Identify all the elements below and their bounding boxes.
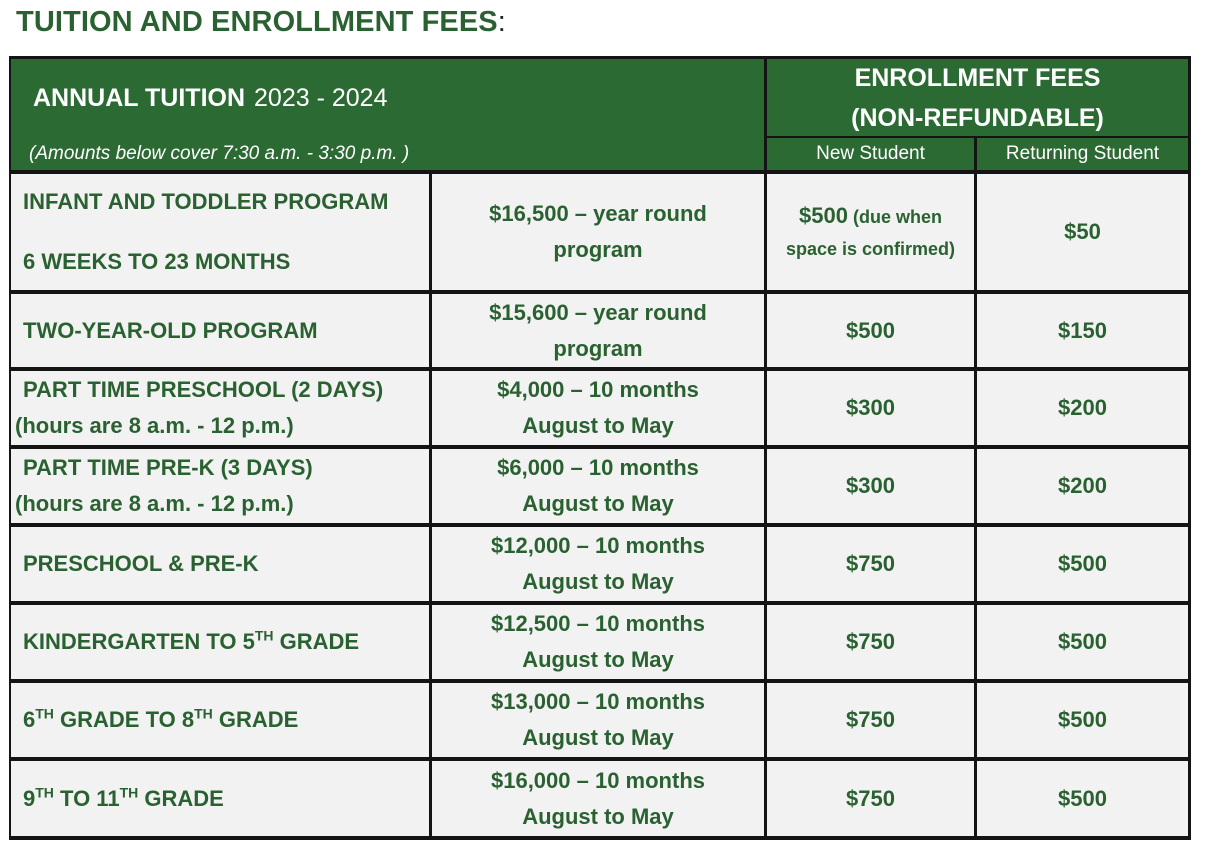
program-name: TWO-YEAR-OLD PROGRAM	[23, 317, 318, 343]
program-age-range: 6 WEEKS TO 23 MONTHS	[23, 249, 291, 274]
returning-student-fee-cell	[977, 174, 1188, 290]
returning-student-fee-cell	[977, 371, 1188, 445]
new-student-fee-cell	[767, 294, 974, 367]
program-cell	[11, 605, 429, 679]
annual-tuition-label: ANNUAL TUITION	[33, 84, 246, 112]
tuition-amount: $6,000 – 10 months	[497, 455, 699, 480]
tuition-cell	[432, 449, 764, 523]
returning-student-fee: $500	[1058, 551, 1107, 576]
new-student-fee-cell	[767, 527, 974, 601]
program-name-part: GRADE	[212, 707, 299, 732]
returning-student-fee-cell	[977, 527, 1188, 601]
program-name-part: TO 11	[53, 785, 120, 811]
ordinal-suffix: TH	[35, 784, 54, 801]
tuition-amount: $12,000 – 10 months	[490, 533, 705, 558]
program-name-part: 9	[23, 785, 36, 811]
ordinal-suffix: TH	[194, 705, 213, 722]
program-name-part: GRADE	[273, 629, 360, 654]
tuition-term: August to May	[522, 413, 674, 438]
returning-student-fee: $50	[1064, 219, 1101, 244]
program-name	[23, 702, 429, 738]
tuition-amount: $15,600 – year round	[489, 299, 707, 325]
returning-student-fee: $200	[1058, 395, 1107, 420]
program-cell	[11, 527, 429, 601]
new-student-fee: $750	[846, 629, 895, 654]
new-student-fee: $500	[846, 317, 895, 343]
new-student-fee: $300	[846, 473, 895, 498]
returning-student-fee: $200	[1058, 473, 1107, 498]
new-student-fee-line	[799, 200, 942, 233]
tuition-amount: $16,500 – year round	[489, 201, 707, 226]
new-student-fee: $750	[846, 551, 895, 576]
returning-student-fee-cell	[977, 761, 1188, 836]
new-student-fee: $750	[846, 785, 895, 811]
enrollment-fees-header	[767, 59, 1188, 136]
program-cell	[11, 683, 429, 757]
returning-student-fee-cell	[977, 683, 1188, 757]
tuition-term: August to May	[522, 647, 674, 672]
returning-student-fee-cell	[977, 449, 1188, 523]
tuition-amount: $13,000 – 10 months	[490, 689, 705, 714]
program-name	[23, 781, 429, 817]
ordinal-suffix: TH	[254, 627, 274, 644]
returning-student-fee-cell	[977, 605, 1188, 679]
ordinal-suffix: TH	[35, 705, 54, 722]
new-student-fee-cell	[767, 605, 974, 679]
tuition-cell	[432, 683, 764, 757]
program-cell	[11, 174, 429, 290]
tuition-term: August to May	[522, 569, 674, 594]
new-student-fee-cell	[767, 761, 974, 836]
program-cell	[11, 371, 429, 445]
new-student-fee-cell	[767, 174, 974, 290]
program-name-part: GRADE TO 8	[53, 707, 195, 732]
program-name-part: GRADE	[138, 785, 224, 811]
fee-note-line2: space is confirmed)	[785, 238, 956, 259]
new-student-fee-cell	[767, 683, 974, 757]
page-title-colon: :	[497, 6, 506, 38]
tuition-term: August to May	[522, 725, 674, 750]
tuition-cell	[432, 371, 764, 445]
tuition-cell	[432, 294, 764, 367]
fee-note: (due when	[852, 206, 942, 227]
returning-student-fee: $500	[1058, 785, 1107, 811]
tuition-amount: $12,500 – 10 months	[490, 611, 705, 636]
program-name: PART TIME PRE-K (3 DAYS)	[23, 455, 313, 480]
new-student-fee: $750	[846, 707, 895, 732]
new-student-fee-cell	[767, 371, 974, 445]
program-cell	[11, 294, 429, 367]
tuition-cell	[432, 761, 764, 836]
program-hours: (hours are 8 a.m. - 12 p.m.)	[15, 491, 294, 516]
program-name-part: 6	[23, 707, 36, 732]
program-name: PART TIME PRESCHOOL (2 DAYS)	[23, 377, 384, 402]
new-student-label: New Student	[816, 143, 925, 164]
tuition-term: August to May	[522, 491, 674, 516]
returning-student-header	[977, 138, 1188, 170]
program-name-part: KINDERGARTEN TO 5	[23, 629, 255, 654]
new-student-fee-cell	[767, 449, 974, 523]
program-cell	[11, 449, 429, 523]
returning-student-fee: $150	[1058, 317, 1107, 343]
tuition-amount: $4,000 – 10 months	[497, 377, 699, 402]
annual-tuition-header	[11, 59, 764, 138]
tuition-amount: $16,000 – 10 months	[490, 767, 705, 793]
page-title	[16, 6, 506, 39]
new-student-header	[767, 138, 974, 170]
returning-student-fee: $500	[1058, 629, 1107, 654]
year-range: 2023 - 2024	[254, 84, 388, 112]
program-cell	[11, 761, 429, 836]
program-name: PRESCHOOL & PRE-K	[23, 551, 259, 576]
new-student-fee: $300	[846, 395, 895, 420]
tuition-cell	[432, 527, 764, 601]
ordinal-suffix: TH	[119, 784, 139, 801]
tuition-term: program	[553, 335, 643, 361]
amount-note-text: (Amounts below cover 7:30 a.m. - 3:30 p.m. )	[29, 143, 410, 164]
program-name	[23, 624, 429, 660]
returning-student-label: Returning Student	[1005, 143, 1160, 164]
tuition-cell	[432, 174, 764, 290]
program-hours: (hours are 8 a.m. - 12 p.m.)	[15, 413, 294, 438]
amount-note	[11, 138, 764, 170]
returning-student-fee: $500	[1058, 707, 1107, 732]
new-student-fee: $500	[799, 202, 848, 228]
returning-student-fee-cell	[977, 294, 1188, 367]
enrollment-fees-line1: ENROLLMENT FEES	[854, 63, 1101, 92]
enrollment-fees-line2: (NON-REFUNDABLE)	[851, 103, 1104, 132]
tuition-cell	[432, 605, 764, 679]
tuition-term: program	[553, 237, 643, 262]
page-title-text: TUITION AND ENROLLMENT FEES	[16, 6, 498, 38]
program-name: INFANT AND TODDLER PROGRAM	[23, 189, 389, 214]
fee-table	[9, 56, 1191, 840]
tuition-term: August to May	[522, 803, 674, 829]
